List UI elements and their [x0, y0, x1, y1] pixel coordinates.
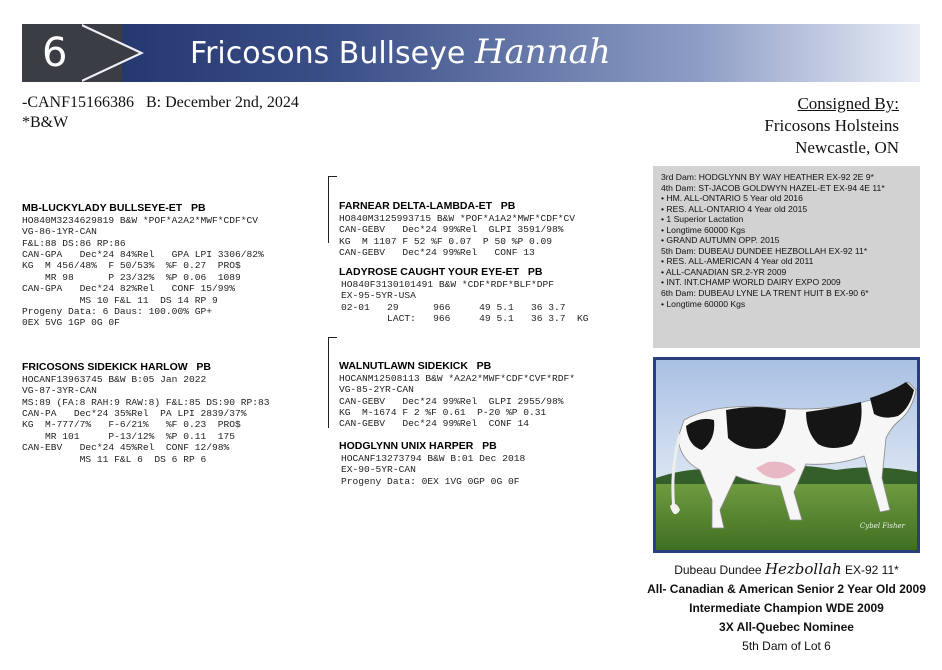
title-script: Hannah: [474, 32, 611, 72]
caption-name-prefix: Dubeau Dundee: [674, 563, 762, 577]
consigned-by: [764, 93, 899, 159]
pedigree-dam-dam: [339, 417, 525, 498]
registration-line-1: -CANF15166386 B: December 2nd, 2024: [22, 94, 299, 111]
dams-line: 6th Dam: DUBEAU LYNE LA TRENT HUIT B EX-90 6*: [661, 288, 869, 299]
sire-sire-details: HO840M3125993715 B&W *POF*A1A2*MWF*CDF*CV CAN-GEBV Dec*24 99%Rel GLPI 3591/98% KG M 1107 F 52 %F 0.07 P 50 %P 0.09 CAN-GEBV Dec*24 99%Rel CONF 13: [339, 212, 576, 259]
dam-name: FRICOSONS SIDEKICK HARLOW PB: [22, 360, 212, 373]
dams-line: • Longtime 60000 Kgs: [661, 224, 746, 235]
pedigree-sire: [22, 179, 264, 329]
photo-signature: Cybel Fisher: [859, 522, 905, 530]
banner-arrow: [77, 24, 139, 82]
page-title: [190, 32, 611, 72]
dams-line: • RES. ALL-ONTARIO 4 Year old 2015: [661, 203, 808, 214]
consignor-name: Fricosons Holsteins: [764, 116, 899, 135]
pedigree-dam-sire: [339, 337, 575, 430]
dams-line: • ALL-CANADIAN SR.2-YR 2009: [661, 266, 787, 277]
consignor-location: Newcastle, ON: [795, 138, 899, 157]
dams-line: • Longtime 60000 Kgs: [661, 298, 746, 309]
registration-line-2: *B&W: [22, 114, 69, 131]
caption-line-2: All- Canadian & American Senior 2 Year Old 2009: [647, 582, 926, 596]
sire-dam-name: LADYROSE CAUGHT YOUR EYE-ET PB: [339, 265, 543, 278]
dam-dam-details: HOCANF13273794 B&W B:01 Dec 2018 EX-90-5YR-CAN Progeny Data: 0EX 1VG 0GP 0G 0F: [341, 452, 526, 487]
extended-dams-box: [653, 166, 920, 348]
pedigree-dam: [22, 338, 270, 465]
dams-line: 3rd Dam: HODGLYNN BY WAY HEATHER EX-92 2E 9*: [661, 172, 874, 182]
caption-line-4: 3X All-Quebec Nominee: [719, 620, 854, 634]
consigned-heading: Consigned By:: [797, 94, 899, 113]
caption-name-suffix: EX-92 11*: [844, 563, 899, 577]
dams-line: • RES. ALL-AMERICAN 4 Year old 2011: [661, 256, 814, 267]
dam-dam-name: HODGLYNN UNIX HARPER PB: [339, 439, 497, 452]
dams-line: • GRAND AUTUMN OPP. 2015: [661, 235, 780, 246]
registration-info: [22, 93, 299, 133]
dams-line: 4th Dam: ST-JACOB GOLDWYN HAZEL-ET EX-94 4E 11*: [661, 182, 885, 193]
dams-line: • 1 Superior Lactation: [661, 214, 744, 225]
caption-name-script: Hezbollah: [764, 560, 842, 578]
dams-line: • HM. ALL-ONTARIO 5 Year old 2016: [661, 193, 803, 204]
sire-details: HO840M3234629819 B&W *POF*A2A2*MWF*CDF*CV VG-86-1YR-CAN F&L:88 DS:86 RP:86 CAN-GPA Dec*24 84%Rel GPA LPI 3306/82% KG M 456/48% F 50/53% %F 0.27 PRO$ MR 98 P 23/32% %P 0.06 1089 CAN-GPA Dec*24 82%Rel CONF 15/99% MS 10 F&L 11 DS 14 RP 9 Progeny Data: 6 Daus: 100.00% GP+ 0EX 5VG 1GP 0G 0F: [22, 214, 264, 329]
title-prefix: Fricosons Bullseye: [190, 36, 466, 71]
pedigree-sire-dam: [339, 243, 589, 336]
photo-caption: [633, 560, 940, 656]
dam-sire-name: WALNUTLAWN SIDEKICK PB: [339, 359, 492, 372]
cow-photo: [653, 357, 920, 553]
dams-line: • INT. INT.CHAMP WORLD DAIRY EXPO 2009: [661, 277, 841, 288]
lot-number: 6: [42, 30, 68, 76]
sire-bracket: [328, 176, 337, 243]
dam-details: HOCANF13963745 B&W B:05 Jan 2022 VG-87-3YR-CAN MS:89 (FA:8 RAH:9 RAW:8) F&L:85 DS:90 RP:83 CAN-PA Dec*24 35%Rel PA LPI 2839/37% KG M-777/7% F-6/21% %F 0.23 PRO$ MR 101 P-13/12% %P 0.11 175 CAN-EBV Dec*24 45%Rel CONF 12/98% MS 11 F&L 6 DS 6 RP 6: [22, 373, 270, 465]
sire-dam-details: HO840F3130101491 B&W *CDF*RDF*BLF*DPF EX-95-5YR-USA 02-01 29 966 49 5.1 36 3.7 LACT: 966 49 5.1 36 3.7 KG: [341, 278, 589, 325]
dams-line: 5th Dam: DUBEAU DUNDEE HEZBOLLAH EX-92 11*: [661, 245, 868, 256]
caption-name: [633, 560, 940, 580]
dam-sire-details: HOCANM12508113 B&W *A2A2*MWF*CDF*CVF*RDF* VG-85-2YR-CAN CAN-GEBV Dec*24 99%Rel GLPI 2955/98% KG M-1674 F 2 %F 0.61 P-20 %P 0.31 CAN-GEBV Dec*24 99%Rel CONF 14: [339, 372, 576, 430]
sire-sire-name: FARNEAR DELTA-LAMBDA-ET PB: [339, 199, 516, 212]
caption-line-5: 5th Dam of Lot 6: [742, 639, 831, 653]
sire-name: MB-LUCKYLADY BULLSEYE-ET PB: [22, 201, 206, 214]
caption-line-3: Intermediate Champion WDE 2009: [689, 601, 884, 615]
dam-bracket: [328, 337, 337, 428]
lot-banner: [22, 24, 920, 82]
